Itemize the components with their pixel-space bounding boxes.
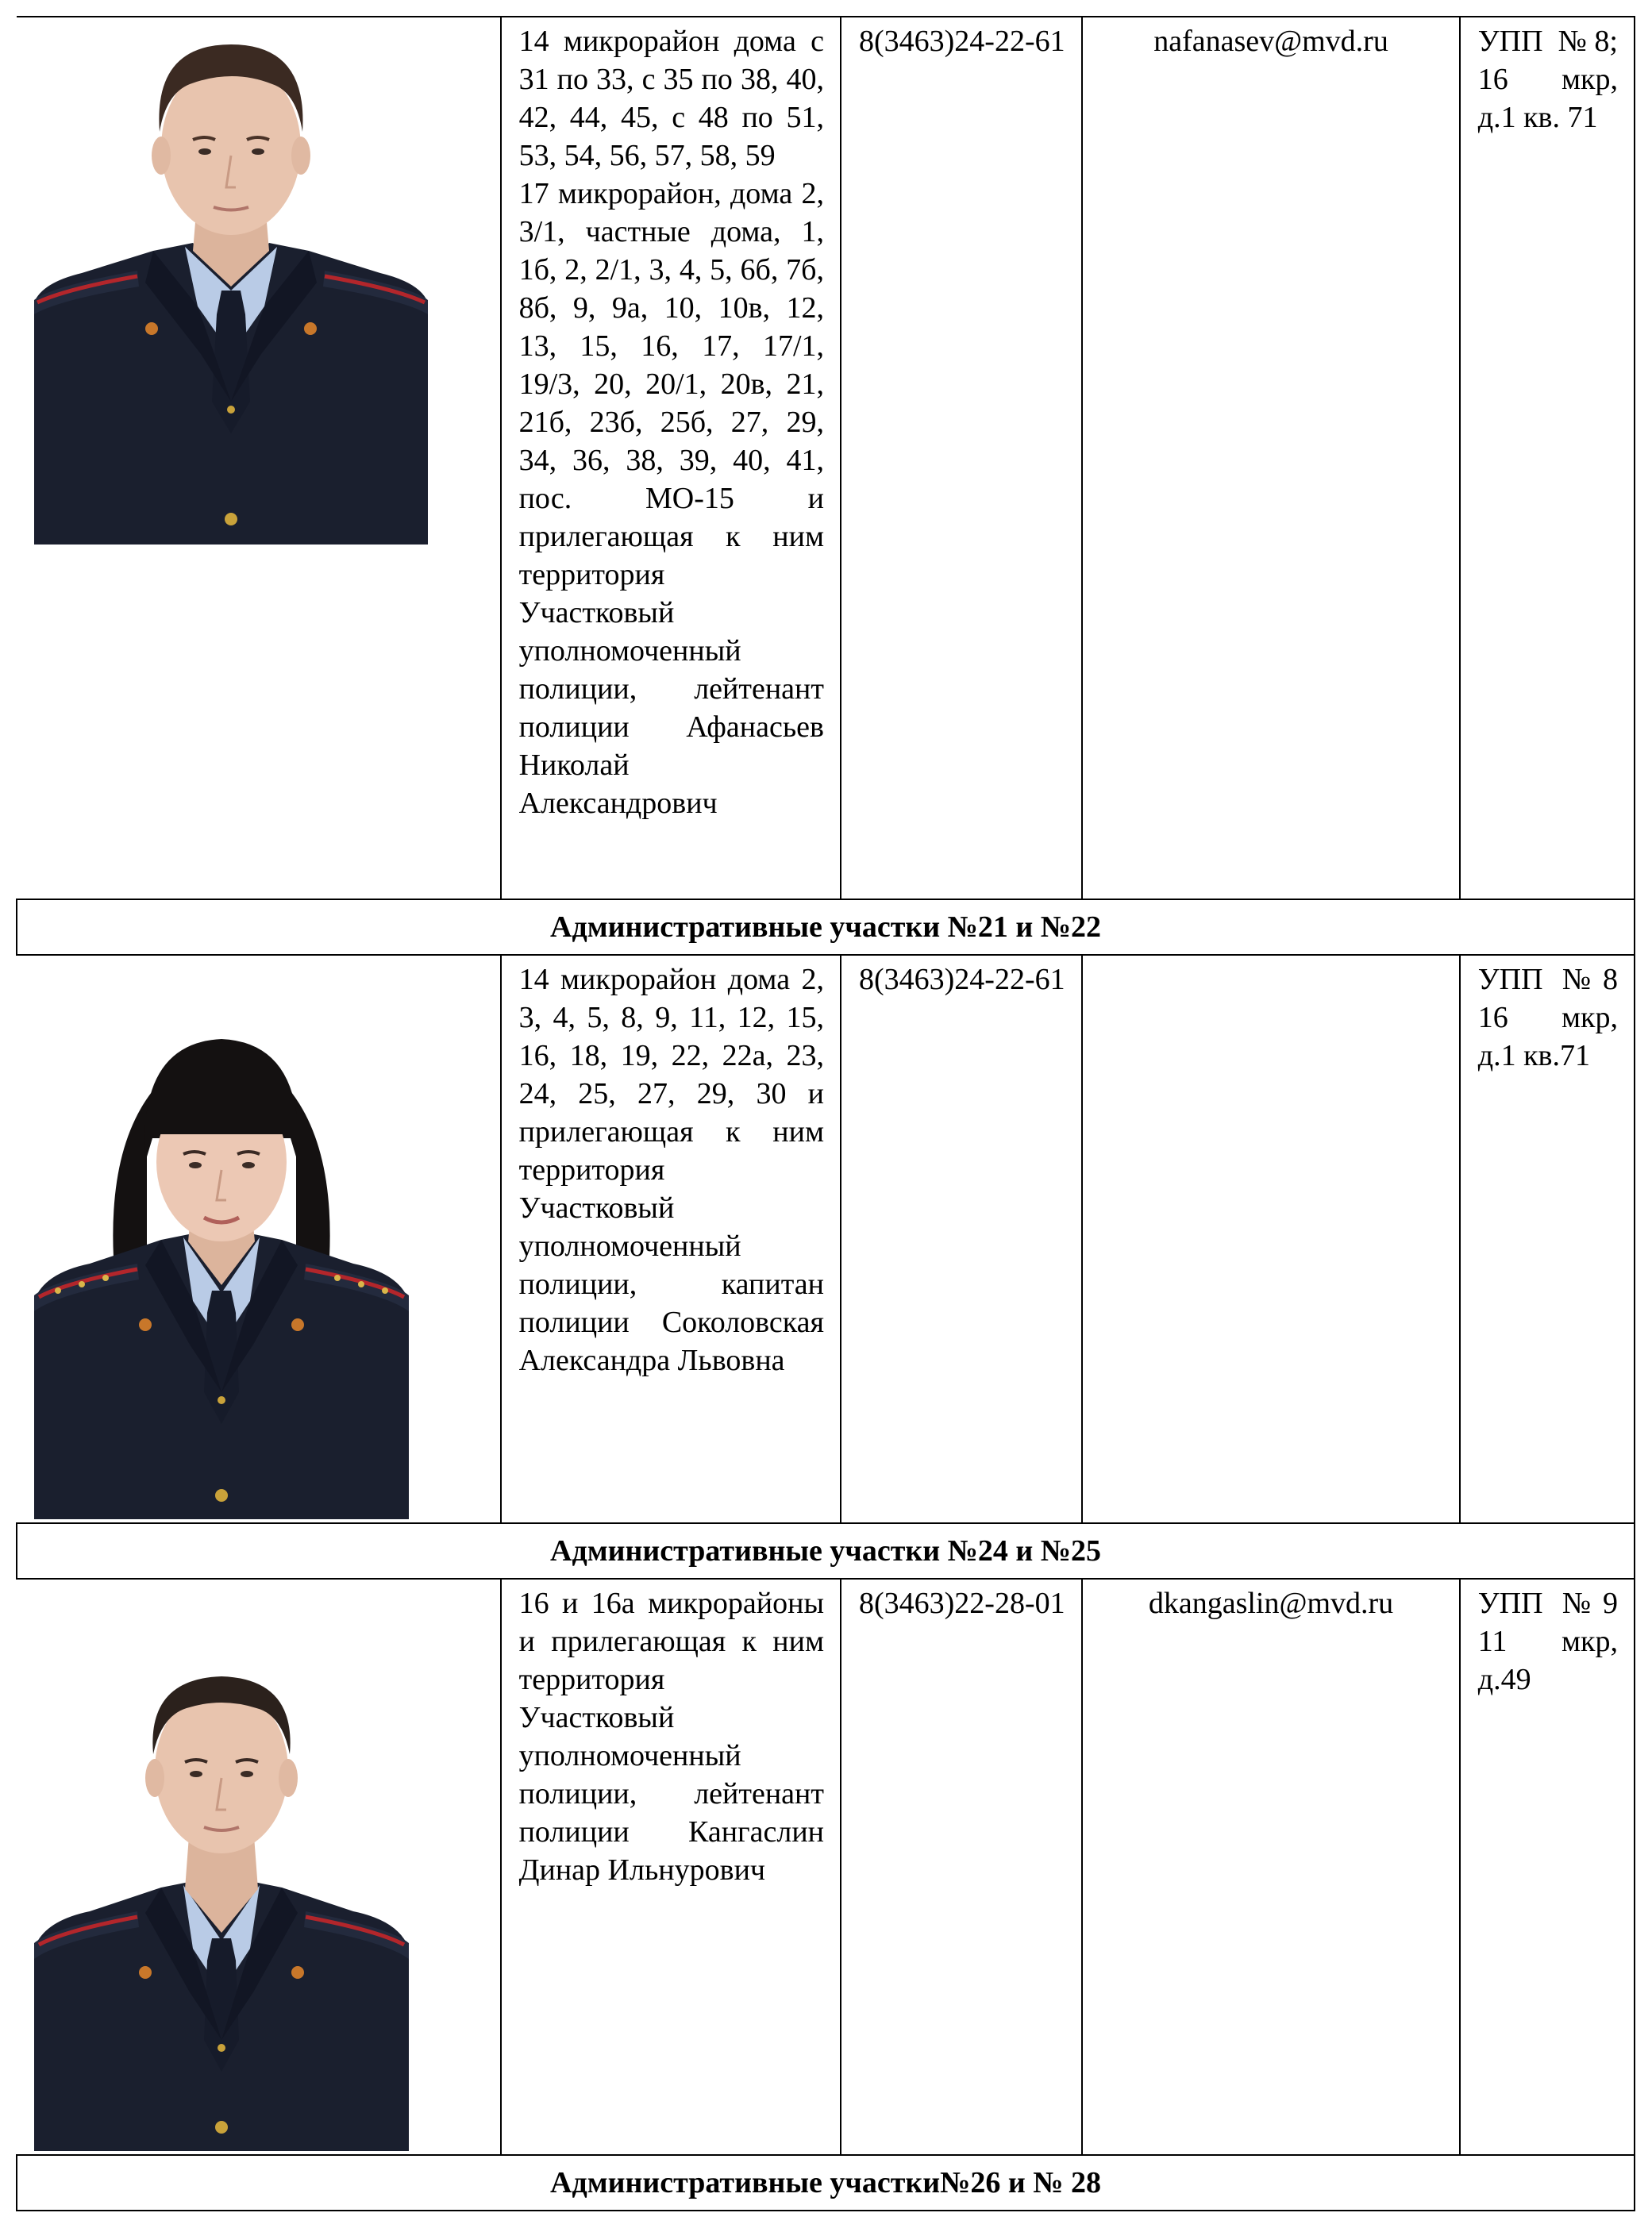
area-text: 14 микрорайон дома 2, 3, 4, 5, 8, 9, 11, 12, 15, 16, 18, 19, 22, 22а, 23, 24, 25, 27, 29, 30 и прилегающая к ним территория (518, 963, 824, 1187)
upp-cell (1460, 955, 1635, 1523)
upp-line: 16 мкр, (1477, 63, 1618, 96)
section-title: Административные участки №24 и №25 (17, 1523, 1635, 1579)
upp-cell (1460, 1579, 1635, 2155)
area-text: 16 и 16а микрорайоны и прилегающая к ним территория (518, 1587, 824, 1696)
officer-photo (34, 21, 428, 545)
phone-cell (841, 1579, 1082, 2155)
upp-line: УПП №9 (1477, 1587, 1618, 1620)
upp-line: УПП №8 (1477, 963, 1618, 996)
section-title: Административные участки №21 и №22 (17, 899, 1635, 955)
photo-cell (17, 17, 501, 899)
officer-row (17, 1579, 1635, 2155)
email-cell (1082, 1579, 1459, 2155)
area-cell (501, 17, 841, 899)
email-cell (1082, 17, 1459, 899)
officer-photo (34, 995, 409, 1519)
phone-number: 8(3463)24-22-61 (859, 963, 1065, 996)
section-title: Административные участки№26 и № 28 (17, 2155, 1635, 2211)
upp-line: 11 мкр, (1477, 1625, 1618, 1658)
area-cell (501, 1579, 841, 2155)
section-header-row (17, 899, 1635, 955)
photo-cell (17, 955, 501, 1523)
officer-photo (34, 1651, 409, 2151)
section-header-row (17, 1523, 1635, 1579)
area-text: 17 микрорайон, дома 2, 3/1, частные дома, 1, 1б, 2, 2/1, 3, 4, 5, 6б, 7б, 8б, 9, 9а, 10, 10в, 12, 13, 15, 16, 17, 17/1, 19/3, 20, 20/1, 20в, 21, 21б, 23б, 25б, 27, 29, 34, 36, 38, 39, 40, 41, пос. МО-15 и прилегающая к ним территория (518, 177, 824, 591)
phone-number: 8(3463)24-22-61 (859, 25, 1065, 58)
email-address: nafanasev@mvd.ru (1153, 25, 1388, 58)
section-header-row (17, 2155, 1635, 2211)
upp-cell (1460, 17, 1635, 899)
upp-line: д.1 кв.71 (1477, 1039, 1590, 1072)
email-address (1083, 956, 1458, 960)
officer-title: Участковый уполномоченный полиции, капитан полиции Соколовская Александра Львовна (518, 1191, 824, 1377)
officer-title: Участковый уполномоченный полиции, лейтенант полиции Кангаслин Динар Ильнурович (518, 1701, 824, 1887)
phone-cell (841, 17, 1082, 899)
upp-line: 16 мкр, (1477, 1001, 1618, 1034)
area-text: 14 микрорайон дома с 31 по 33, с 35 по 38, 40, 42, 44, 45, с 48 по 51, 53, 54, 56, 57, 58, 59 (518, 25, 824, 172)
officer-row (17, 955, 1635, 1523)
upp-line: УПП №8; (1477, 25, 1618, 58)
email-cell (1082, 955, 1459, 1523)
area-cell (501, 955, 841, 1523)
upp-line: д.1 кв. 71 (1477, 101, 1598, 134)
phone-number: 8(3463)22-28-01 (859, 1587, 1065, 1620)
officer-title: Участковый уполномоченный полиции, лейтенант полиции Афанасьев Николай Александрович (518, 596, 824, 820)
phone-cell (841, 955, 1082, 1523)
photo-cell (17, 1579, 501, 2155)
officers-table (16, 16, 1635, 2211)
upp-line: д.49 (1477, 1663, 1531, 1696)
officer-row (17, 17, 1635, 899)
email-address: dkangaslin@mvd.ru (1148, 1587, 1394, 1620)
